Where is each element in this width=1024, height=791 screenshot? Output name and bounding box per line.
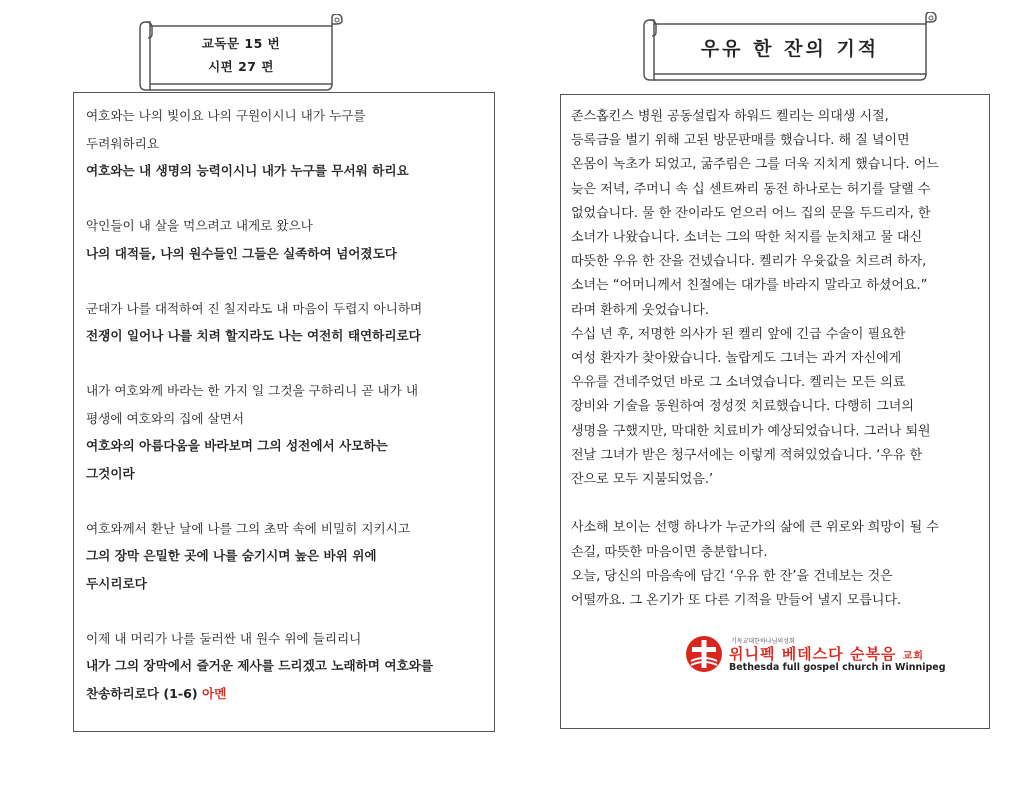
story-line: 소녀가 나왔습니다. 소녀는 그의 딱한 처지를 눈치채고 물 대신 — [571, 230, 923, 246]
story-line: 등록금을 벌기 위해 고된 방문판매를 했습니다. 해 질 녘이면 — [571, 133, 910, 149]
psalm-response-line: 여호와는 내 생명의 능력이시니 내가 누구를 무서워 하리요 — [86, 163, 409, 178]
psalm-line: 두려워하리요 — [86, 135, 159, 151]
story-line: 라며 환하게 웃었습니다. — [571, 302, 709, 318]
psalm-line: 여호와는 나의 빛이요 나의 구원이시니 내가 누구를 — [86, 108, 366, 123]
story-line: 따뜻한 우유 한 잔을 건넸습니다. 켈리가 우윳값을 치르려 하자, — [571, 254, 927, 270]
church-logo — [683, 633, 963, 679]
psalm-verse-ref: 찬송하리로다 (1-6) — [86, 685, 198, 701]
story-line: 손길, 따뜻한 마음이면 충분합니다. — [571, 544, 768, 560]
banner-text — [136, 32, 346, 78]
story-title-banner — [640, 12, 940, 84]
psalm-response-line: 전쟁이 일어나 나를 치려 할지라도 나는 여전히 태연하리로다 — [86, 328, 421, 343]
story-line: 잔으로 모두 지불되었음.’ — [571, 472, 714, 488]
psalm-reading-box — [73, 92, 495, 732]
psalm-response-line: 내가 그의 장막에서 즐거운 제사를 드리겠고 노래하며 여호와를 — [86, 658, 433, 673]
story-line: 온몸이 녹초가 되었고, 굶주림은 그를 더욱 지치게 했습니다. 어느 — [571, 157, 939, 173]
psalm-line: 여호와께서 환난 날에 나를 그의 초막 속에 비밀히 지키시고 — [86, 520, 410, 536]
psalm-closing-line — [86, 680, 494, 708]
story-line: 존스홉킨스 병원 공동설립자 하워드 켈리는 의대생 시절, — [571, 109, 889, 124]
story-line: 전날 그녀가 받은 청구서에는 이렇게 적혀있었습니다. ‘우유 한 — [571, 447, 923, 463]
psalm-line: 군대가 나를 대적하여 진 칠지라도 내 마음이 두렵지 아니하며 — [86, 300, 423, 316]
psalm-response-line: 나의 대적들, 나의 원수들인 그들은 실족하여 넘어졌도다 — [86, 245, 397, 261]
psalm-title-banner — [136, 14, 346, 94]
story-line: 우유를 건네주었던 바로 그 소녀였습니다. 켈리는 모든 의료 — [571, 375, 906, 391]
story-line: 수십 년 후, 저명한 의사가 된 켈리 앞에 긴급 수술이 필요한 — [571, 326, 906, 342]
church-suffix: 교회 — [902, 651, 924, 662]
psalm-line: 악인들이 내 살을 먹으려고 내게로 왔으나 — [86, 218, 313, 233]
psalm-line: 평생에 여호와의 집에 살면서 — [86, 410, 244, 426]
story-line: 늦은 저녁, 주머니 속 십 센트짜리 동전 하나로는 허기를 달랠 수 — [571, 181, 931, 197]
story-line: 없었습니다. 물 한 잔이라도 얻으러 어느 집의 문을 두드리자, 한 — [571, 205, 931, 221]
story-line: 오늘, 당신의 마음속에 담긴 ‘우유 한 잔’을 건네보는 것은 — [571, 568, 893, 584]
story-line: 사소해 보이는 선행 하나가 누군가의 삶에 큰 위로와 희망이 될 수 — [571, 520, 939, 536]
story-line: 어떨까요. 그 온기가 또 다른 기적을 만들어 낼지 모릅니다. — [571, 593, 902, 609]
church-name-english: Bethesda full gospel church in Winnipeg — [729, 662, 946, 673]
story-line: 장비와 기술을 동원하여 정성껏 치료했습니다. 다행히 그녀의 — [571, 399, 914, 415]
psalm-chapter: 시편 27 편 — [208, 59, 274, 74]
psalm-line: 이제 내 머리가 나를 둘러싼 내 원수 위에 들리리니 — [86, 630, 362, 646]
denomination-text: 기독교대한하나님의성회 — [731, 638, 795, 645]
church-emblem-icon — [685, 635, 723, 673]
psalm-response-line: 그의 장막 은밀한 곳에 나를 숨기시며 높은 바위 위에 — [86, 548, 377, 563]
psalm-response-line: 두시리로다 — [86, 575, 147, 591]
psalm-response-line: 여호와의 아름다움을 바라보며 그의 성전에서 사모하는 — [86, 438, 388, 453]
amen-text: 아멘 — [202, 685, 227, 701]
story-line: 소녀는 “어머니께서 친절에는 대가를 바라지 말라고 하셨어요.” — [571, 278, 928, 294]
story-line: 여성 환자가 찾아왔습니다. 놀랍게도 그녀는 과거 자신에게 — [571, 351, 902, 367]
story-title: 우유 한 잔의 기적 — [700, 38, 880, 60]
story-line: 생명을 구했지만, 막대한 치료비가 예상되었습니다. 그러나 퇴원 — [571, 423, 931, 439]
reading-number: 교독문 15 번 — [201, 36, 281, 51]
psalm-response-line: 그것이라 — [86, 465, 135, 481]
psalm-line: 내가 여호와께 바라는 한 가지 일 그것을 구하리니 곧 내가 내 — [86, 383, 419, 398]
church-name-kor-main: 위니펙 베데스다 순복음 — [729, 645, 897, 663]
church-name-korean — [729, 643, 924, 664]
